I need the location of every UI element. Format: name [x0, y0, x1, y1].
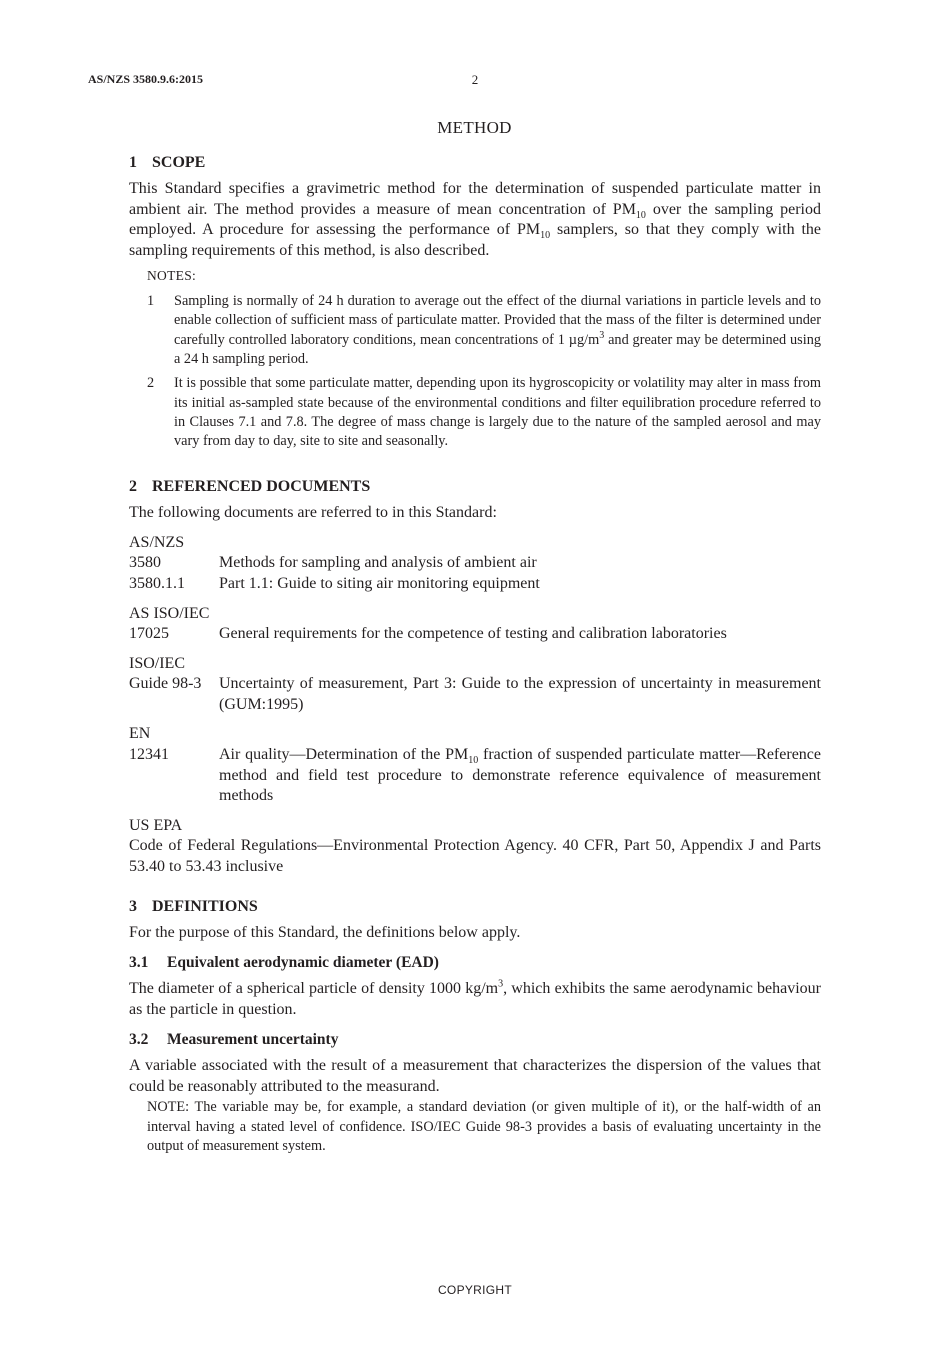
reference-title: General requirements for the competence of testing and calibration laboratories [219, 625, 727, 643]
definition-text [129, 979, 821, 1020]
definitions-intro: For the purpose of this Standard, the definitions below apply. [129, 924, 521, 942]
superscript: 3 [599, 329, 605, 341]
reference-code: 3580.1.1 [129, 574, 185, 592]
section-heading-definitions [129, 897, 821, 918]
document-id: AS/NZS 3580.9.6:2015 [88, 72, 204, 86]
reference-org: AS/NZS [129, 533, 185, 551]
superscript: 3 [498, 979, 504, 991]
note-text [174, 292, 821, 369]
definition-title: Measurement uncertainty [167, 1030, 339, 1048]
note-text-a: Sampling is normally of 24 h duration to average out the effect of the diurnal variations in particle levels and to enable collection of sufficient mass of particulate matter. Provided that the mass of the filter is determined under carefully controlled laboratory conditions, mean concentrations of 1 µg/m [174, 293, 821, 348]
reference-group [129, 816, 821, 878]
reference-org: AS ISO/IEC [129, 604, 210, 622]
subscript: 10 [540, 230, 551, 242]
scope-text-c: samplers, so that they comply with the sampling requirements of this method, is also described. [129, 221, 822, 259]
subscript: 10 [468, 755, 479, 767]
reference-title-a: Air quality—Determination of the PM [219, 746, 469, 764]
copyright-footer: COPYRIGHT [437, 1283, 513, 1297]
reference-title: Uncertainty of measurement, Part 3: Guide to the expression of uncertainty in measurement (GUM:1995) [219, 675, 821, 713]
definition-number: 3.2 [129, 1030, 149, 1048]
reference-group [129, 654, 821, 716]
section-title: DEFINITIONS [152, 897, 258, 915]
reference-code: 12341 [129, 746, 169, 764]
section-title: REFERENCED DOCUMENTS [152, 477, 371, 495]
reference-code: 3580 [129, 554, 161, 572]
section-number: 2 [129, 477, 137, 495]
note-item [129, 374, 821, 451]
reference-group [129, 724, 821, 806]
scope-paragraph [129, 179, 821, 261]
reference-row [129, 674, 821, 715]
definition-text-a: The diameter of a spherical particle of density 1000 kg/m [129, 980, 499, 998]
definition-text: A variable associated with the result of a measurement that characterizes the dispersion of the values that could be reasonably attributed to the measurand. [129, 1057, 821, 1095]
section-number: 1 [129, 153, 137, 171]
reference-title [219, 745, 821, 807]
reference-title: Part 1.1: Guide to siting air monitoring equipment [219, 574, 540, 592]
scope-text-a: This Standard specifies a gravimetric method for the determination of suspended particulate matter in ambient air. The method provides a measure of mean concentration of PM [129, 180, 821, 218]
page-header [88, 72, 862, 92]
subscript: 10 [635, 209, 646, 221]
scope-text-b: over the sampling period employed. A procedure for assessing the performance of PM [129, 200, 821, 239]
reference-row [129, 574, 821, 595]
reference-org: US EPA [129, 816, 183, 834]
reference-text: Code of Federal Regulations—Environmental Protection Agency. 40 CFR, Part 50, Appendix J and Parts 53.40 to 53.43 inclusive [129, 837, 821, 876]
method-title: METHOD [437, 118, 512, 137]
definition-heading [129, 953, 821, 974]
section-number: 3 [129, 897, 137, 915]
reference-title-b: fraction of suspended particulate matter—Reference method and field test procedure to demonstrate reference equivalence of measurement methods [219, 746, 821, 805]
definition-text-b: , which exhibits the same aerodynamic behaviour as the particle in question. [129, 980, 821, 1018]
note-number: 1 [147, 293, 155, 310]
note-number: 2 [147, 375, 155, 392]
notes-label: NOTES: [147, 267, 197, 283]
reference-title: Methods for sampling and analysis of ambient air [219, 554, 537, 572]
note-text: It is possible that some particulate matter, depending upon its hygroscopicity or volatility may alter in mass from its initial as-sampled state because of the environmental conditions and filter equilibration procedure referred to in Clauses 7.1 and 7.8. The degree of mass change is largely due to the nature of the sampled aerosol and may vary from day to day, site to site and seasonally. [174, 375, 821, 450]
reference-code: 17025 [129, 625, 169, 643]
reference-group [129, 604, 821, 645]
section-heading-references [129, 477, 821, 498]
reference-row [129, 745, 821, 807]
page-content [129, 118, 821, 1156]
note-text-b: and greater may be determined using a 24 h sampling period. [174, 331, 821, 368]
reference-group [129, 533, 821, 595]
page-number: 2 [471, 72, 479, 87]
note-item [129, 292, 821, 369]
definition-number: 3.1 [129, 953, 149, 971]
reference-row [129, 553, 821, 574]
references-intro: The following documents are referred to in this Standard: [129, 504, 497, 522]
reference-org: ISO/IEC [129, 654, 185, 672]
section-heading-scope [129, 153, 821, 174]
reference-org: EN [129, 725, 151, 743]
section-title: SCOPE [152, 153, 206, 171]
reference-row [129, 624, 821, 645]
definition-title: Equivalent aerodynamic diameter (EAD) [167, 953, 439, 971]
reference-code: Guide 98-3 [129, 675, 202, 693]
definition-heading [129, 1030, 821, 1051]
definition-note: NOTE: The variable may be, for example, a standard deviation (or given multiple of it), or the half-width of an interval having a stated level of confidence. ISO/IEC Guide 98-3 provides a basis of evaluating uncertainty in the output of measurement system. [147, 1099, 821, 1154]
